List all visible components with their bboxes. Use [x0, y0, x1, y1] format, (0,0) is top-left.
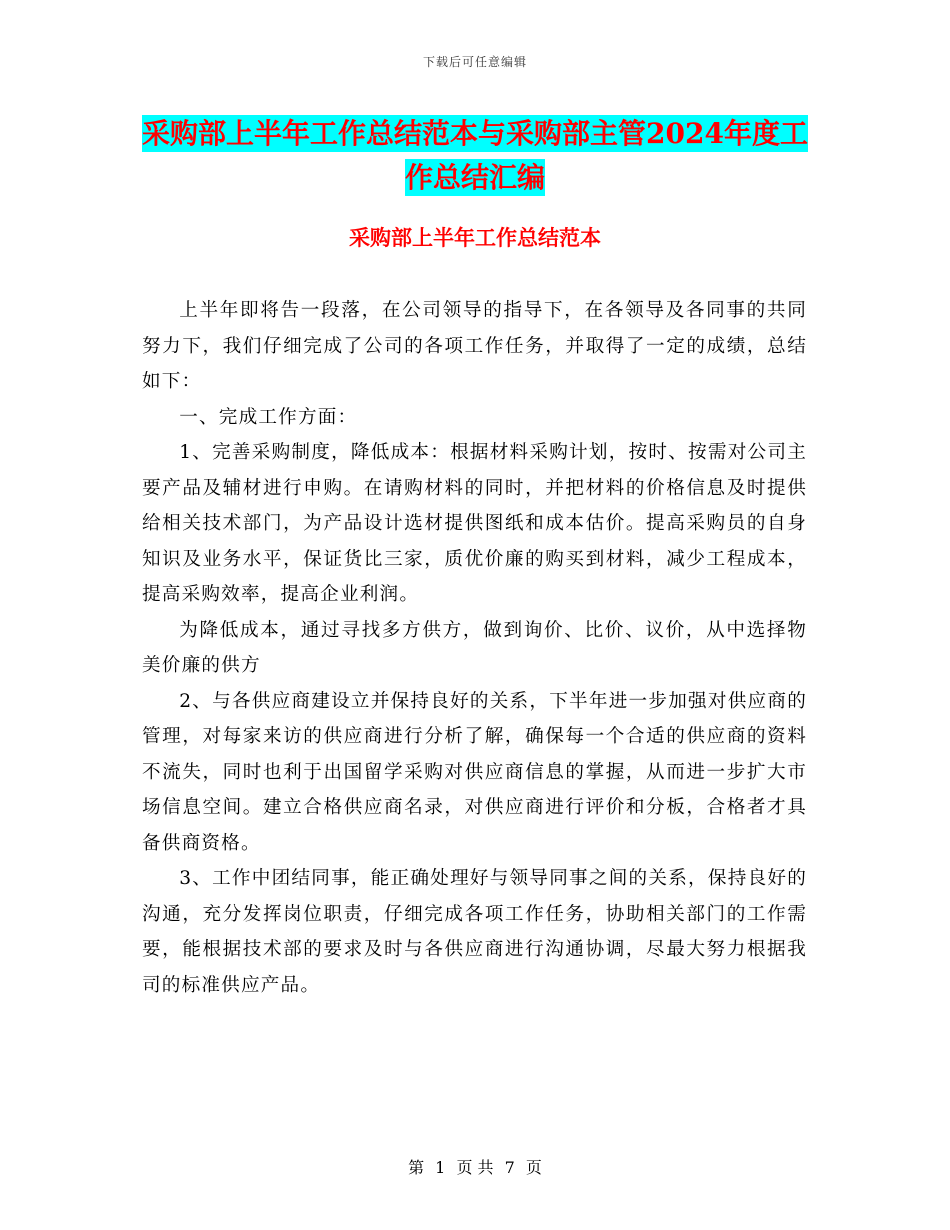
paragraph-item-1: 1、完善采购制度，降低成本：根据材料采购计划，按时、按需对公司主要产品及辅材进行申购。在请购材料的同时，并把材料的价格信息及时提供给相关技术部门，为产品设计选材提供图纸和成本估价。提高采购员的自身知识及业务水平，保证货比三家，质优价廉的购买到材料，减少工程成本，提高采购效率，提高企业利润。 — [142, 442, 807, 605]
footer-page-number: 1 — [435, 1158, 446, 1177]
footer-prefix: 第 — [408, 1158, 425, 1177]
paragraph-item-3: 3、工作中团结同事，能正确处理好与领导同事之间的关系，保持良好的沟通，充分发挥岗位职责，仔细完成各项工作任务，协助相关部门的工作需要，能根据技术部的要求及时与各供应商进行沟通协调，尽最大努力根据我司的标准供应产品。 — [142, 868, 807, 996]
paragraph-cost-reduction: 为降低成本，通过寻找多方供方，做到询价、比价、议价，从中选择物美价廉的供方 — [142, 619, 807, 676]
document-title — [140, 112, 810, 200]
page-footer — [0, 1155, 950, 1178]
paragraph-intro: 上半年即将告一段落，在公司领导的指导下，在各领导及各同事的共同努力下，我们仔细完成了公司的各项工作任务，并取得了一定的成绩，总结如下： — [142, 300, 807, 392]
footer-mid: 页 共 — [456, 1158, 494, 1177]
footer-total-pages: 7 — [504, 1158, 515, 1177]
document-title-text: 采购部上半年工作总结范本与采购部主管2024年度工作总结汇编 — [142, 117, 808, 194]
section-title: 采购部上半年工作总结范本 — [349, 225, 601, 250]
document-body — [142, 293, 807, 1003]
header-note: 下载后可任意编辑 — [422, 55, 527, 69]
footer-suffix: 页 — [525, 1158, 542, 1177]
paragraph-heading-completed-work: 一、完成工作方面： — [179, 406, 358, 428]
paragraph-item-2: 2、与各供应商建设立并保持良好的关系，下半年进一步加强对供应商的管理，对每家来访的供应商进行分析了解，确保每一个合适的供应商的资料不流失，同时也利于出国留学采购对供应商信息的掌握，从而进一步扩大市场信息空间。建立合格供应商名录，对供应商进行评价和分板，合格者才具备供商资格。 — [142, 690, 807, 854]
